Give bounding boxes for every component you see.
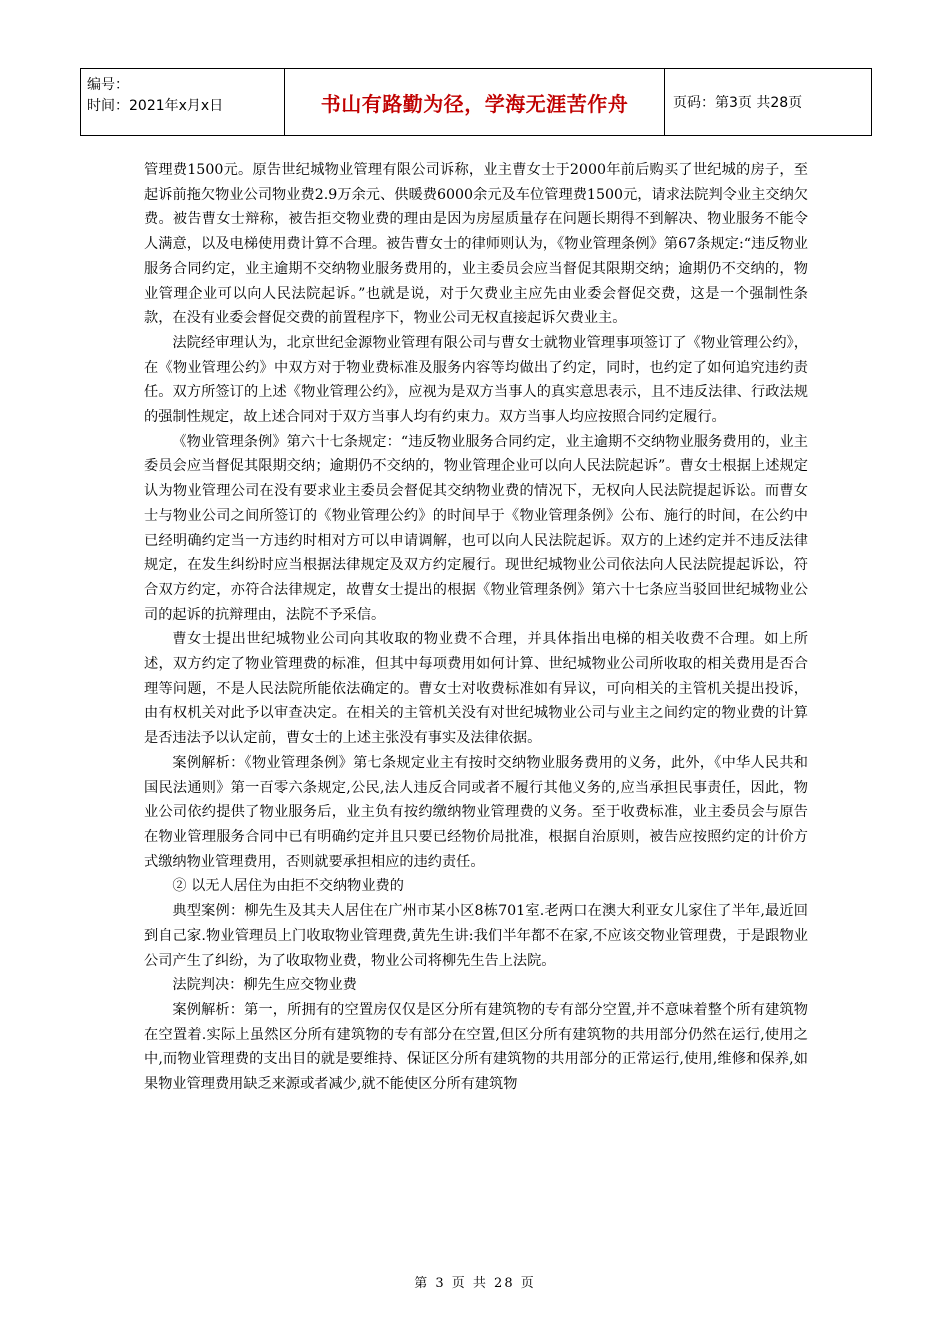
body-paragraph: 法院经审理认为，北京世纪金源物业管理有限公司与曹女士就物业管理事项签订了《物业管理公约》，在《物业管理公约》中双方对于物业费标准及服务内容等均做出了约定，同时，也约定了如何追究违约责任。双方所签订的上述《物业管理公约》，应视为是双方当事人的真实意思表示，且不违反法律、行政法规的强制性规定，故上述合同对于双方当事人均有约束力。双方当事人均应按照合同约定履行。 (144, 334, 808, 426)
section-heading: ② 以无人居住为由拒不交纳物业费的 (172, 878, 404, 895)
header-page-info: 页码：第3页 共28页 (673, 95, 803, 111)
body-paragraph: 案例解析：第一，所拥有的空置房仅仅是区分所有建筑物的专有部分空置,并不意味着整个所有建筑物在空置着.实际上虽然区分所有建筑物的专有部分在空置,但区分所有建筑物的共用部分仍然在运行,使用之中,而物业管理费的支出目的就是要维持、保证区分所有建筑物的共用部分的正常运行,使用,维修和保养,如果物业管理费用缺乏来源或者减少,就不能使区分所有建筑物 (144, 1001, 808, 1093)
document-time-label: 时间：2021年x月x日 (87, 98, 224, 114)
body-paragraph: 曹女士提出世纪城物业公司向其收取的物业费不合理，并具体指出电梯的相关收费不合理。如上所述，双方约定了物业管理费的标准，但其中每项费用如何计算、世纪城物业公司所收取的相关费用是否合理等问题，不是人民法院所能依法确定的。曹女士对收费标准如有异议，可向相关的主管机关提出投诉，由有权机关对此予以审查决定。在相关的主管机关没有对世纪城物业公司与业主之间约定的物业费的计算是否违法予以认定前，曹女士的上述主张没有事实及法律依据。 (144, 631, 808, 747)
document-body (144, 158, 808, 1097)
header-meta (81, 69, 285, 135)
body-paragraph: 《物业管理条例》第六十七条规定：“违反物业服务合同约定，业主逾期不交纳物业服务费用的，业主委员会应当督促其限期交纳；逾期仍不交纳的，物业管理企业可以向人民法院起诉”。曹女士根据上述规定认为物业管理公司在没有要求业主委员会督促其交纳物业费的情况下，无权向人民法院提起诉讼。而曹女士与物业公司之间所签订的《物业管理公约》的时间早于《物业管理条例》公布、施行的时间，在公约中已经明确约定当一方违约时相对方可以申请调解，也可以向人民法院起诉。双方的上述约定并不违反法律规定，在发生纠纷时应当根据法律规定及双方约定履行。现世纪城物业公司依法向人民法院提起诉讼，符合双方约定，亦符合法律规定，故曹女士提出的根据《物业管理条例》第六十七条应当驳回世纪城物业公司的起诉的抗辩理由，法院不予采信。 (144, 433, 808, 623)
body-paragraph: 法院判决：柳先生应交物业费 (172, 977, 357, 994)
body-paragraph: 管理费1500元。原告世纪城物业管理有限公司诉称，业主曹女士于2000年前后购买了世纪城的房子，至起诉前拖欠物业公司物业费2.9万余元、供暖费6000余元及车位管理费1500元，请求法院判令业主交纳欠费。被告曹女士辩称，被告拒交物业费的理由是因为房屋质量存在问题长期得不到解决、物业服务不能令人满意，以及电梯使用费计算不合理。被告曹女士的律师则认为，《物业管理条例》第67条规定:“违反物业服务合同约定，业主逾期不交纳物业服务费用的，业主委员会应当督促其限期交纳；逾期仍不交纳的，物业管理企业可以向人民法院起诉。”也就是说，对于欠费业主应先由业委会督促交费，这是一个强制性条款，在没有业委会督促交费的前置程序下，物业公司无权直接起诉欠费业主。 (144, 162, 808, 327)
body-paragraph: 典型案例：柳先生及其夫人居住在广州市某小区8栋701室.老两口在澳大利亚女儿家住了半年,最近回到自己家.物业管理员上门收取物业管理费,黄先生讲:我们半年都不在家,不应该交物业管理费，于是跟物业公司产生了纠纷，为了收取物业费，物业公司将柳先生告上法院。 (144, 903, 808, 969)
page-footer: 第 3 页 共 28 页 (414, 1276, 536, 1291)
page-header (80, 68, 872, 136)
body-paragraph: 案例解析：《物业管理条例》第七条规定业主有按时交纳物业服务费用的义务，此外，《中华人民共和国民法通则》第一百零六条规定,公民,法人违反合同或者不履行其他义务的,应当承担民事责任，因此，物业公司依约提供了物业服务后，业主负有按约缴纳物业管理费的义务。至于收费标准，业主委员会与原告在物业管理服务合同中已有明确约定并且只要已经物价局批准，根据自治原则，被告应按照约定的计价方式缴纳物业管理费用，否则就要承担相应的违约责任。 (144, 754, 808, 870)
document-number-label: 编号： (87, 77, 129, 93)
header-motto: 书山有路勤为径，学海无涯苦作舟 (285, 69, 665, 135)
